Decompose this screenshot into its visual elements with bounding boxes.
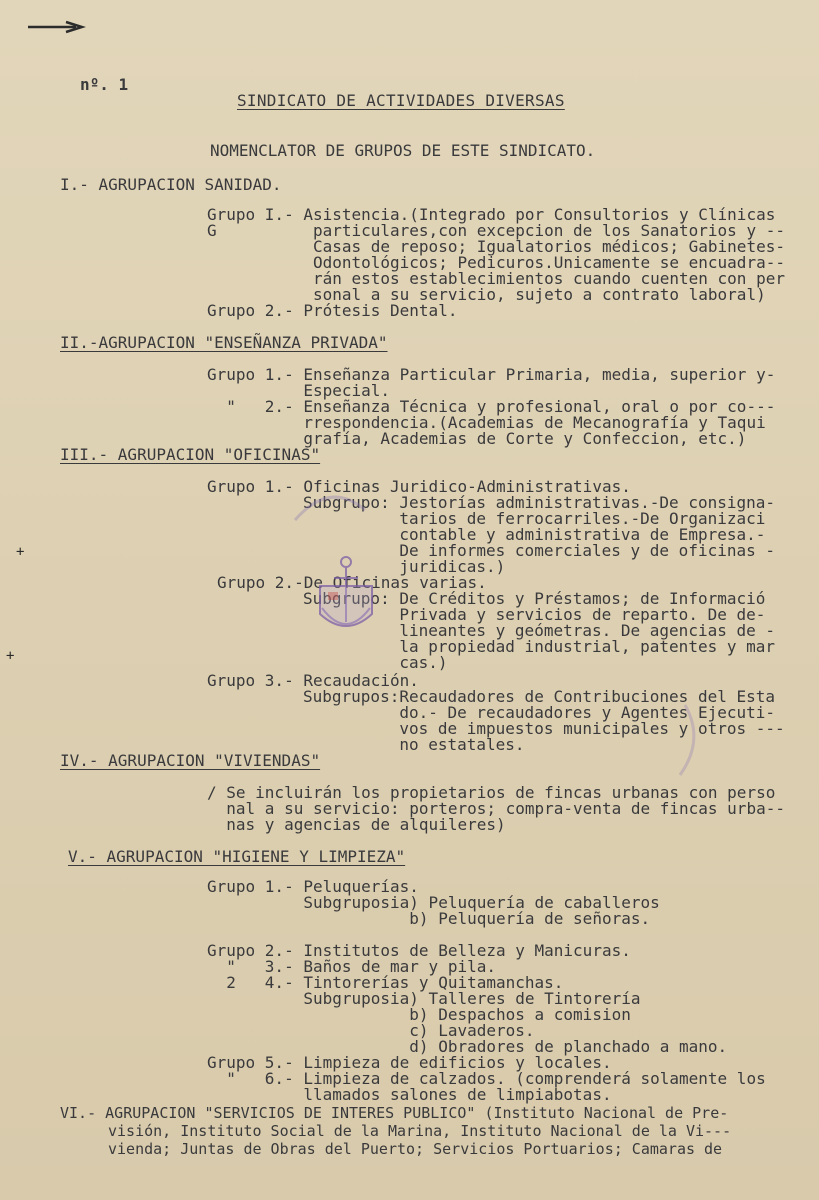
text-line: VI.- AGRUPACION "SERVICIOS DE INTERES PUBLICO" (Instituto Nacional de Pre- [60,1104,729,1122]
text-line: la propiedad industrial, patentes y mar [303,637,776,656]
text-line: Grupo 1.- Enseñanza Particular Primaria, media, superior y- [207,365,776,384]
text-line: rán estos establecimientos cuando cuenten con per [207,269,785,288]
text-line: G particulares,con excepcion de los Sanatorios y -- [207,221,785,240]
section-heading: IV.- AGRUPACION "VIVIENDAS" [60,751,321,770]
text-line: llamados salones de limpiabotas. [207,1085,612,1104]
page-number: nº. 1 [80,75,129,94]
margin-mark: + [16,544,25,560]
text-line: Grupo 1.- Peluquerías. [207,877,419,896]
text-line: " 3.- Baños de mar y pila. [207,957,496,976]
text-line: Grupo 2.- Institutos de Belleza y Manicuras. [207,941,631,960]
section-heading: III.- AGRUPACION "OFICINAS" [60,445,321,464]
text-line: Grupo 5.- Limpieza de edificios y locales. [207,1053,612,1072]
text-line: tarios de ferrocarriles.-De Organizaci [303,509,766,528]
text-line: grafía, Academias de Corte y Confeccion, etc.) [207,429,747,448]
text-line: visión, Instituto Social de la Marina, Instituto Nacional de la Vi--- [108,1122,732,1140]
text-line: b) Despachos a comision [207,1005,631,1024]
text-line: no estatales. [303,735,525,754]
text-line: Privada y servicios de reparto. De de- [303,605,766,624]
text-line: Subgrupo: Jestorías administrativas.-De consigna- [303,493,776,512]
text-line: cas.) [303,653,448,672]
text-line: Subgruposia) Talleres de Tintorería [207,989,641,1008]
text-line: do.- De recaudadores y Agentes Ejecuti- [303,703,776,722]
anchor-stamp-icon [312,552,380,644]
text-line: c) Lavaderos. [207,1021,535,1040]
text-line: " 6.- Limpieza de calzados. (comprenderá solamente los [207,1069,766,1088]
section-heading: V.- AGRUPACION "HIGIENE Y LIMPIEZA" [68,847,406,866]
text-line: Grupo 3.- Recaudación. [207,671,419,690]
text-line: Grupo 2.-De Oficinas varias. [217,573,487,592]
document-subtitle: NOMENCLATOR DE GRUPOS DE ESTE SINDICATO. [210,141,596,160]
section-heading: II.-AGRUPACION "ENSEÑANZA PRIVADA" [60,333,388,352]
section-heading [60,176,282,194]
text-line: d) Obradores de planchado a mano. [207,1037,728,1056]
text-line: rrespondencia.(Academias de Mecanografía y Taqui [207,413,766,432]
text-line: contable y administrativa de Empresa.- [303,525,766,544]
text-line: " 2.- Enseñanza Técnica y profesional, oral o por co--- [207,397,776,416]
text-line: lineantes y geómetras. De agencias de - [303,621,776,640]
text-line: Grupo 1.- Oficinas Juridico-Administrativas. [207,477,631,496]
text-line: sonal a su servicio, sujeto a contrato laboral) [207,285,766,304]
text-line: Especial. [207,381,391,400]
text-line: nal a su servicio: porteros; compra-venta de fincas urba-- [207,799,785,818]
text-line: b) Peluquería de señoras. [207,909,651,928]
text-line: Grupo 2.- Prótesis Dental. [207,301,458,320]
text-line: Grupo I.- Asistencia.(Integrado por Consultorios y Clínicas [207,205,776,224]
text-line: Odontológicos; Pedicuros.Unicamente se encuadra-- [207,253,785,272]
document-title: SINDICATO DE ACTIVIDADES DIVERSAS [237,91,565,110]
text-line: Subgrupos:Recaudadores de Contribuciones del Esta [303,687,776,706]
text-line: Casas de reposo; Igualatorios médicos; Gabinetes- [207,237,785,256]
margin-mark: + [6,648,15,664]
arrow-mark-icon [26,20,86,34]
text-line: / Se incluirán los propietarios de fincas urbanas con perso [207,783,776,802]
ink-smudge-icon [660,700,710,780]
text-line: juridicas.) [303,557,506,576]
text-line: vos de impuestos municipales y otros --- [303,719,785,738]
text-line: Subgruposia) Peluquería de caballeros [207,893,660,912]
text-line: De informes comerciales y de oficinas - [303,541,776,560]
text-line: nas y agencias de alquileres) [207,815,506,834]
text-line: vienda; Juntas de Obras del Puerto; Servicios Portuarios; Camaras de [108,1140,723,1158]
section-heading-text: I.- AGRUPACION SANIDAD. [60,175,282,194]
text-line: 2 4.- Tintorerías y Quitamanchas. [207,973,564,992]
ink-smudge-icon [290,470,370,530]
text-line: Subgrupo: De Créditos y Préstamos; de Informació [303,589,766,608]
